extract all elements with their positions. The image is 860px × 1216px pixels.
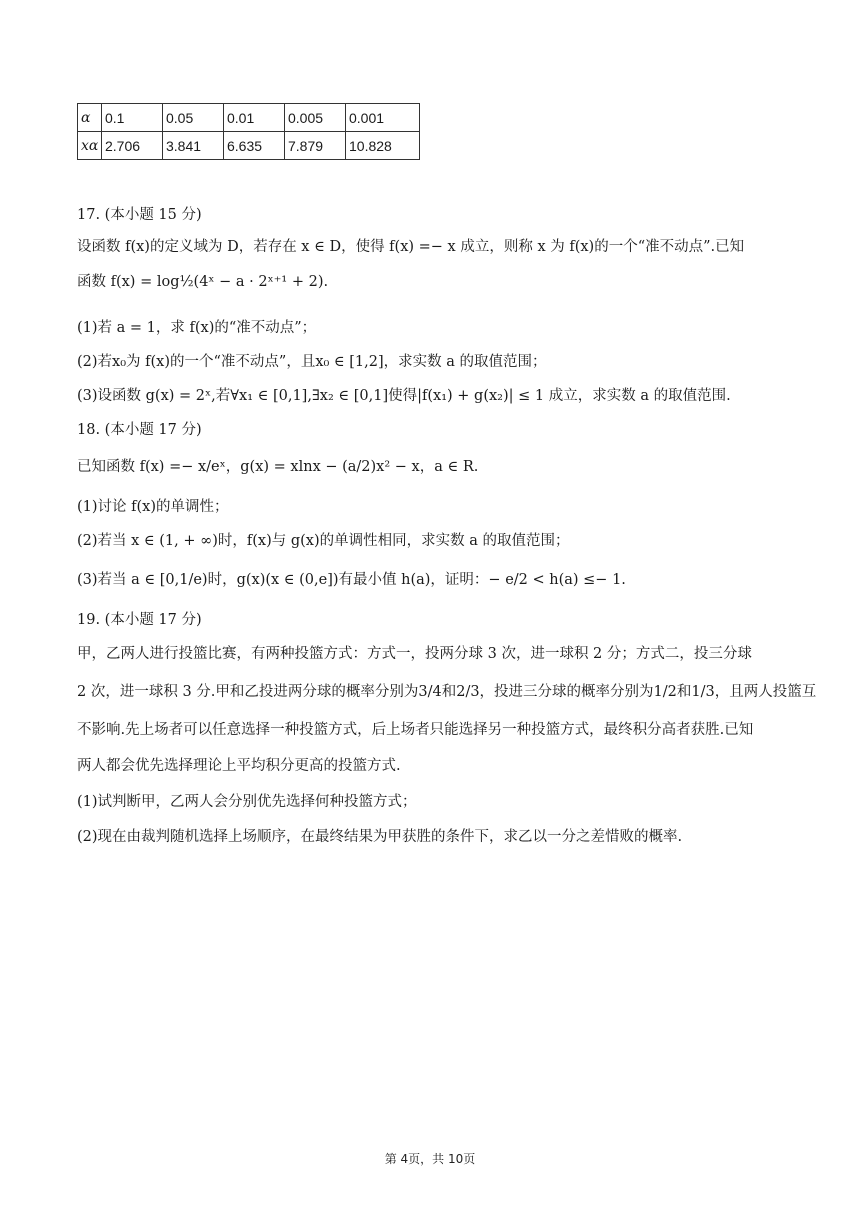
q19-intro-line-3: 不影响.先上场者可以任意选择一种投篮方式，后上场者只能选择另一种投篮方式，最终积分高者获胜.已知 bbox=[77, 722, 754, 738]
q18-part-2: (2)若当 x ∈ (1, + ∞)时，f(x)与 g(x)的单调性相同，求实数 a 的取值范围； bbox=[77, 533, 570, 549]
q18-part-1: (1)讨论 f(x)的单调性； bbox=[77, 499, 229, 515]
q17-part-2: (2)若x₀为 f(x)的一个“准不动点”，且x₀ ∈ [1,2]，求实数 a 的取值范围； bbox=[77, 354, 547, 370]
q19-part-2: (2)现在由裁判随机选择上场顺序，在最终结果为甲获胜的条件下，求乙以一分之差惜败的概率. bbox=[77, 829, 683, 845]
q18-intro: 已知函数 f(x) =− x/eˣ，g(x) = xlnx − (a/2)x² − x，a ∈ R. bbox=[77, 459, 479, 475]
table-row-header-x-alpha: xα bbox=[78, 132, 102, 160]
table-cell: 3.841 bbox=[163, 132, 224, 160]
q18-part-3: (3)若当 a ∈ [0,1/e)时，g(x)(x ∈ (0,e])有最小值 h(a)，证明：− e/2 < h(a) ≤− 1. bbox=[77, 572, 626, 588]
table-row-header-alpha: α bbox=[78, 104, 102, 132]
table-cell: 2.706 bbox=[102, 132, 163, 160]
critical-value-table bbox=[77, 103, 420, 160]
q17-header: 17. (本小题 15 分) bbox=[77, 207, 202, 223]
q19-intro-line-4: 两人都会优先选择理论上平均积分更高的投篮方式. bbox=[77, 758, 401, 774]
q19-intro-line-2: 2 次，进一球积 3 分.甲和乙投进两分球的概率分别为3/4和2/3，投进三分球的概率分别为1/2和1/3，且两人投篮互 bbox=[77, 684, 817, 700]
table-cell: 6.635 bbox=[224, 132, 285, 160]
table-cell: 0.05 bbox=[163, 104, 224, 132]
q19-part-1: (1)试判断甲，乙两人会分别优先选择何种投篮方式； bbox=[77, 794, 417, 810]
table-cell: 10.828 bbox=[346, 132, 420, 160]
table-cell: 7.879 bbox=[285, 132, 346, 160]
q18-header: 18. (本小题 17 分) bbox=[77, 422, 202, 438]
table-cell: 0.005 bbox=[285, 104, 346, 132]
q17-intro-line-2: 函数 f(x) = log½(4ˣ − a · 2ˣ⁺¹ + 2). bbox=[77, 274, 329, 290]
q19-header: 19. (本小题 17 分) bbox=[77, 612, 202, 628]
q17-part-1: (1)若 a = 1，求 f(x)的“准不动点”； bbox=[77, 320, 317, 336]
page-footer: 第 4页，共 10页 bbox=[384, 1152, 476, 1166]
table-cell: 0.1 bbox=[102, 104, 163, 132]
table-cell: 0.01 bbox=[224, 104, 285, 132]
table-row bbox=[78, 104, 420, 132]
table-cell: 0.001 bbox=[346, 104, 420, 132]
table-row bbox=[78, 132, 420, 160]
q17-part-3: (3)设函数 g(x) = 2ˣ,若∀x₁ ∈ [0,1],∃x₂ ∈ [0,1]使得|f(x₁) + g(x₂)| ≤ 1 成立，求实数 a 的取值范围. bbox=[77, 388, 731, 404]
q19-intro-line-1: 甲，乙两人进行投篮比赛，有两种投篮方式：方式一，投两分球 3 次，进一球积 2 分；方式二，投三分球 bbox=[77, 646, 752, 662]
q17-intro-line-1: 设函数 f(x)的定义域为 D，若存在 x ∈ D，使得 f(x) =− x 成立，则称 x 为 f(x)的一个“准不动点”.已知 bbox=[77, 239, 745, 255]
